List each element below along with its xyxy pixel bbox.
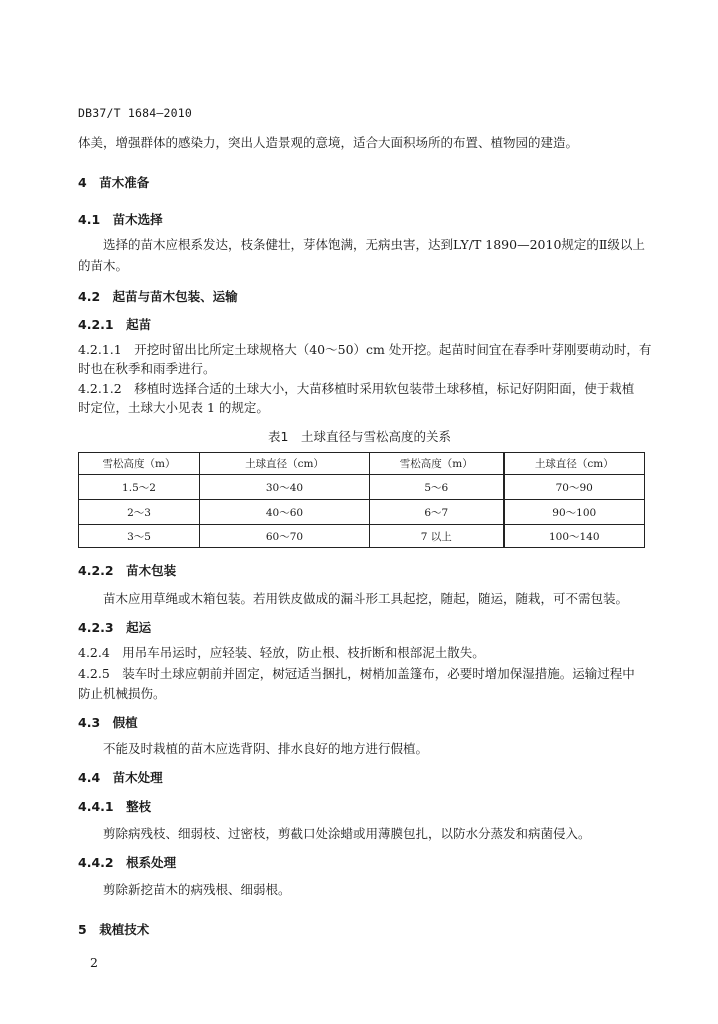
paragraph-line: 不能及时栽植的苗木应选背阴、排水良好的地方进行假植。 xyxy=(103,741,429,756)
section-heading-4-2-2: 4.2.2 苗木包装 xyxy=(78,563,177,578)
table-header-row xyxy=(79,453,645,475)
table-cell: 2～3 xyxy=(79,500,200,525)
table-cell: 7 以上 xyxy=(370,525,504,548)
paragraph-line: 4.2.1.2 移植时选择合适的土球大小，大苗移植时采用软包装带土球移植，标记好阴阳面，使于栽植 xyxy=(78,381,635,396)
section-heading-4-4: 4.4 苗木处理 xyxy=(78,770,163,785)
paragraph-line: 时定位，土球大小见表 1 的规定。 xyxy=(78,400,269,415)
table-header-cell: 土球直径（cm） xyxy=(200,453,370,475)
document-code-header: DB37/T 1684—2010 xyxy=(78,106,192,120)
section-heading-4-2-1: 4.2.1 起苗 xyxy=(78,317,152,332)
table-cell: 60～70 xyxy=(200,525,370,548)
section-heading-4-1: 4.1 苗木选择 xyxy=(78,212,163,227)
soil-ball-table xyxy=(78,452,645,548)
table-row xyxy=(79,500,645,525)
page-number: 2 xyxy=(90,955,98,970)
table-cell: 40～60 xyxy=(200,500,370,525)
paragraph-line: 体美，增强群体的感染力，突出人造景观的意境，适合大面积场所的布置、植物园的建造。 xyxy=(78,135,579,150)
table-cell: 100～140 xyxy=(504,525,645,548)
paragraph-line: 剪除病残枝、细弱枝、过密枝，剪截口处涂蜡或用薄膜包扎，以防水分蒸发和病菌侵入。 xyxy=(103,826,591,841)
section-heading-4: 4 苗木准备 xyxy=(78,175,150,190)
section-heading-4-4-1: 4.4.1 整枝 xyxy=(78,799,152,814)
table-cell: 5～6 xyxy=(370,475,504,500)
paragraph-line: 时也在秋季和雨季进行。 xyxy=(78,361,216,376)
table-caption: 表1 土球直径与雪松高度的关系 xyxy=(268,429,451,444)
table-row xyxy=(79,525,645,548)
paragraph-line: 选择的苗木应根系发达，枝条健壮，芽体饱满，无病虫害，达到LY/T 1890—2010规定的Ⅱ级以上 xyxy=(103,237,645,252)
table-cell: 30～40 xyxy=(200,475,370,500)
paragraph-line: 苗木应用草绳或木箱包装。若用铁皮做成的漏斗形工具起挖，随起，随运，随栽，可不需包装。 xyxy=(103,591,629,606)
table-cell: 70～90 xyxy=(504,475,645,500)
table-header-cell: 雪松高度（m） xyxy=(370,453,504,475)
section-heading-4-2-3: 4.2.3 起运 xyxy=(78,620,152,635)
section-heading-4-4-2: 4.4.2 根系处理 xyxy=(78,855,177,870)
paragraph-line: 4.2.5 装车时土球应朝前并固定，树冠适当捆扎，树梢加盖篷布，必要时增加保湿措施。运输过程中 xyxy=(78,666,635,681)
table-header-cell: 雪松高度（m） xyxy=(79,453,200,475)
table-cell: 3～5 xyxy=(79,525,200,548)
table-cell: 6～7 xyxy=(370,500,504,525)
section-heading-4-2: 4.2 起苗与苗木包装、运输 xyxy=(78,289,238,304)
paragraph-line: 剪除新挖苗木的病残根、细弱根。 xyxy=(103,882,291,897)
paragraph-line: 防止机械损伤。 xyxy=(78,686,166,701)
table-cell: 90～100 xyxy=(504,500,645,525)
table-header-cell: 土球直径（cm） xyxy=(504,453,645,475)
paragraph-line: 4.2.4 用吊车吊运时，应轻装、轻放，防止根、枝折断和根部泥土散失。 xyxy=(78,645,485,660)
section-heading-5: 5 栽植技术 xyxy=(78,922,150,937)
table-cell: 1.5～2 xyxy=(79,475,200,500)
paragraph-line: 的苗木。 xyxy=(78,258,129,273)
paragraph-line: 4.2.1.1 开挖时留出比所定土球规格大（40～50）cm 处开挖。起苗时间宜在春季叶芽刚要萌动时，有 xyxy=(78,342,652,357)
table-row xyxy=(79,475,645,500)
section-heading-4-3: 4.3 假植 xyxy=(78,715,138,730)
